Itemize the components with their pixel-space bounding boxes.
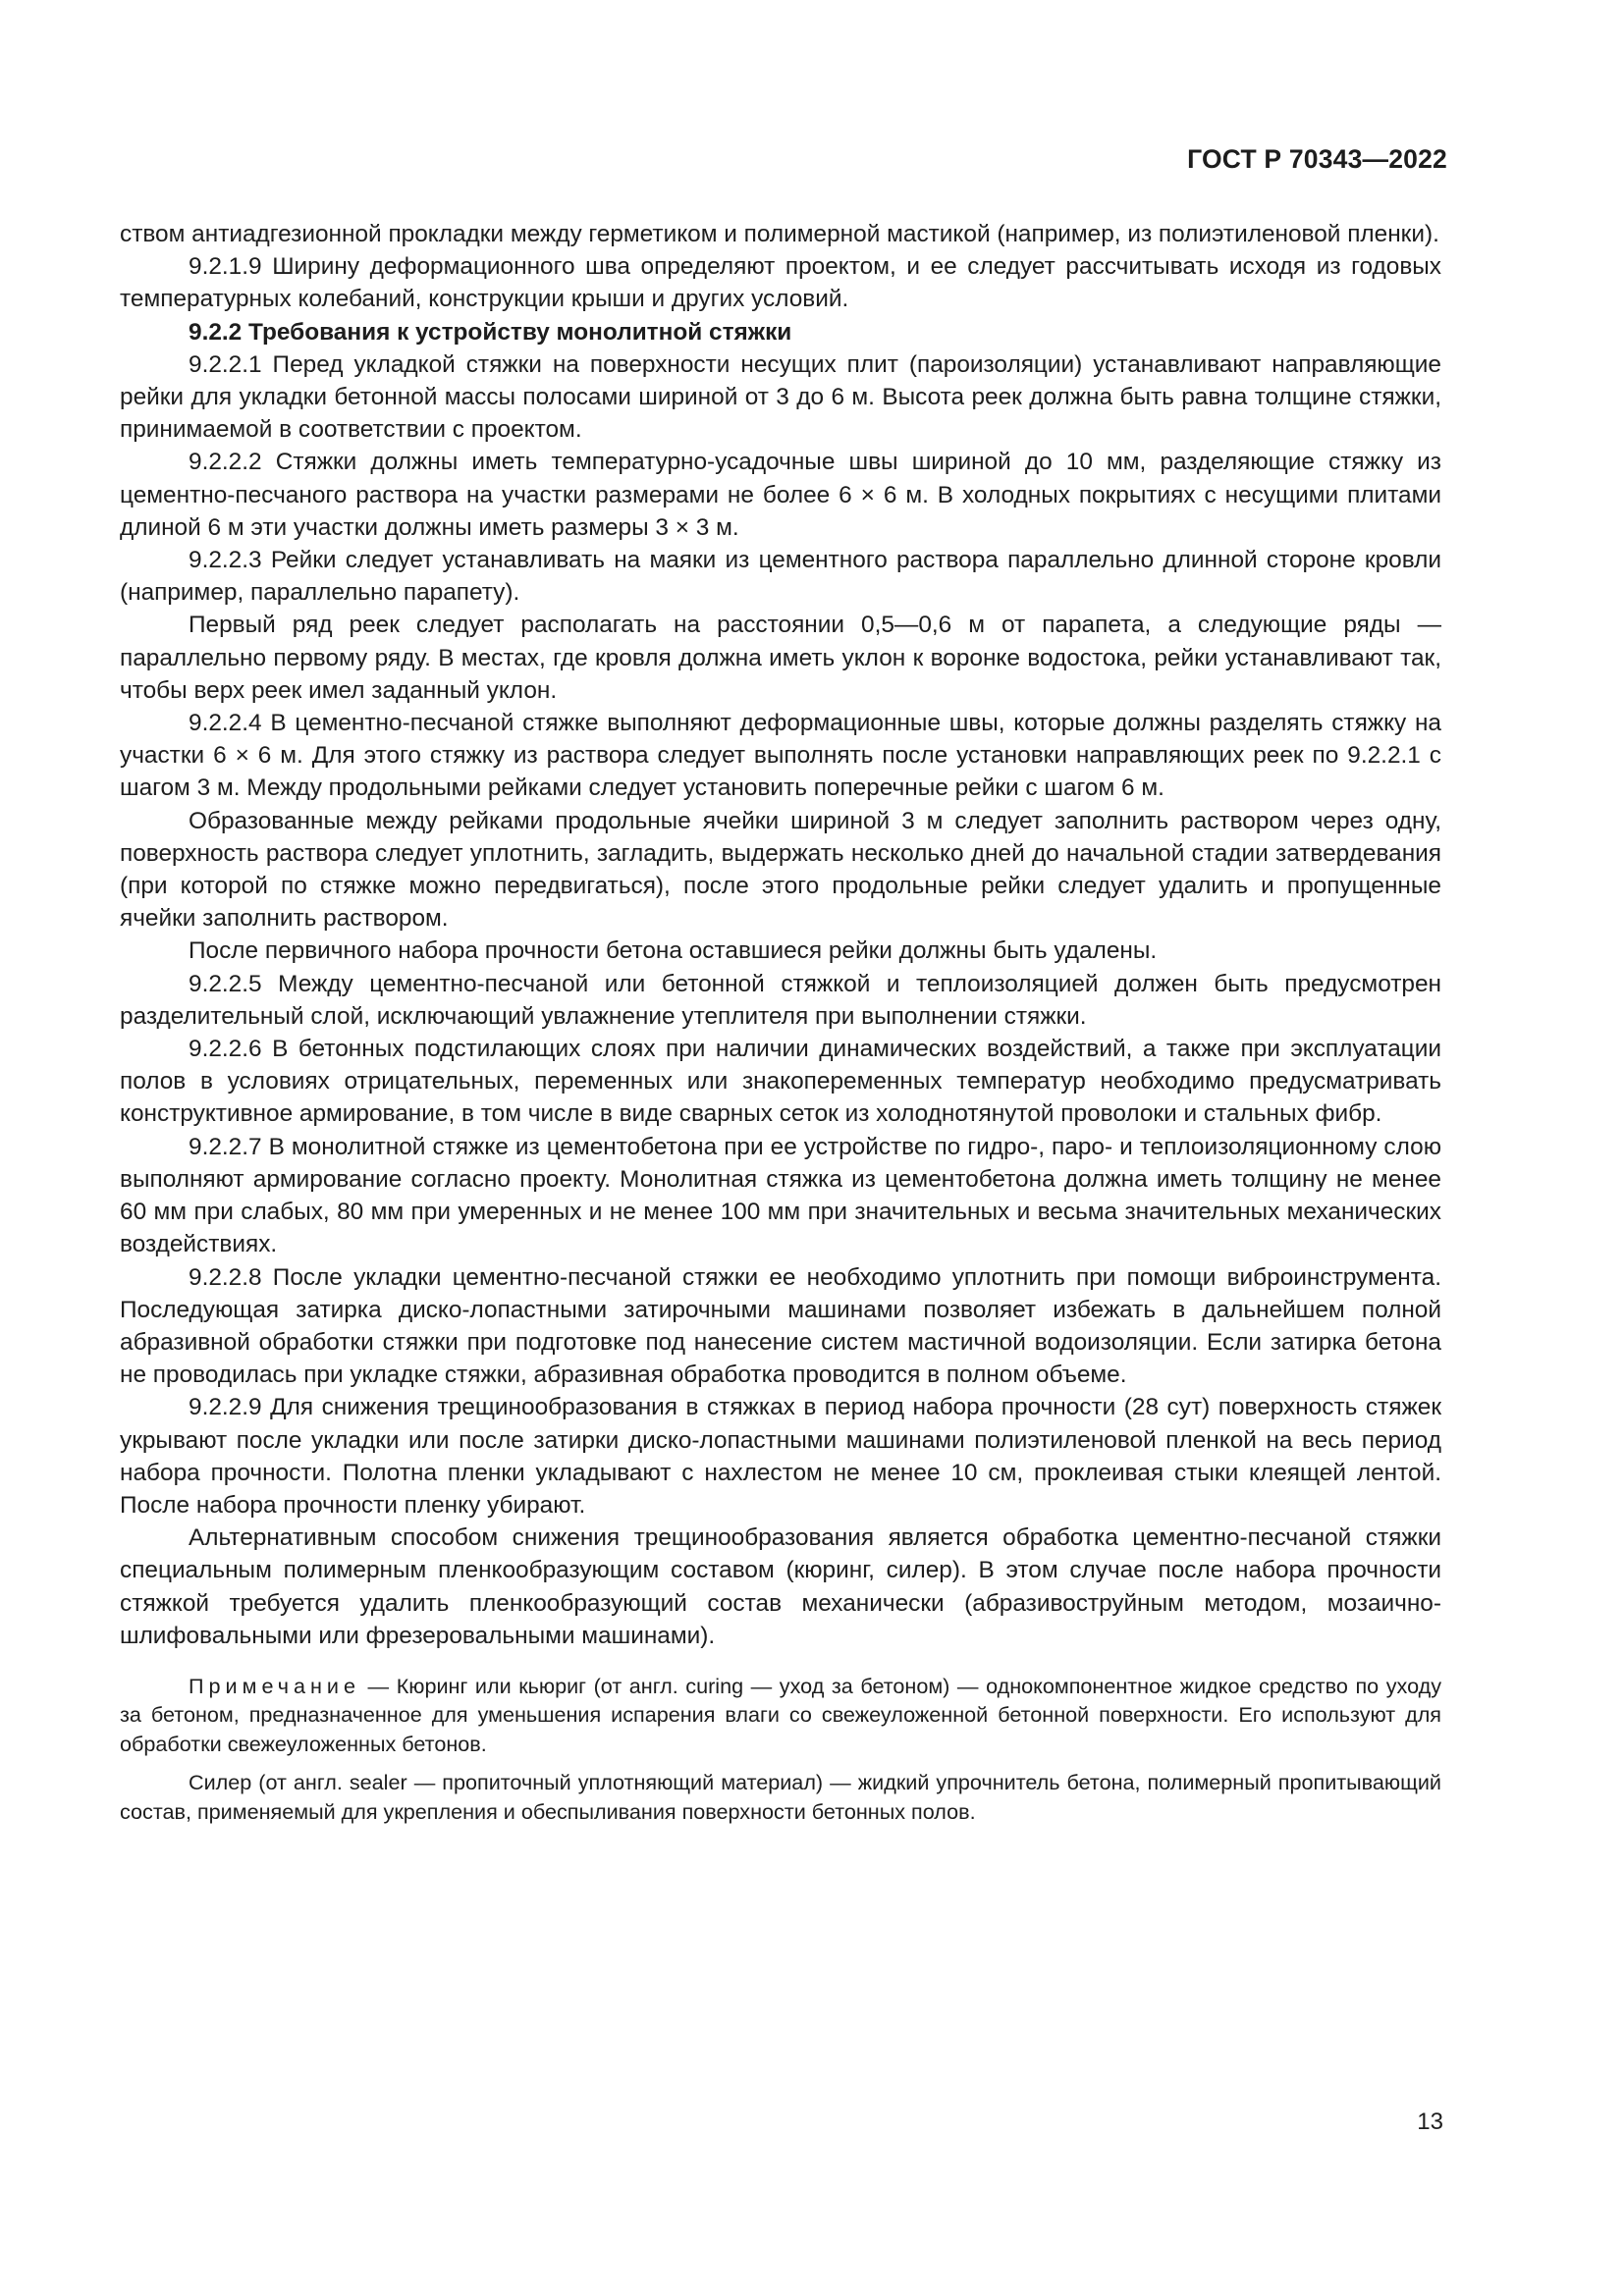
note-label: Примечание bbox=[189, 1673, 360, 1698]
paragraph: 9.2.2.7 В монолитной стяжке из цементобетона при ее устройстве по гидро-, паро- и теплоизоляционному слою выполняют армирование согласно проекту. Монолитная стяжка из цементобетона должна иметь толщину не менее 60 мм при слабых, 80 мм при умеренных и не менее 100 мм при значительных и весьма значительных механических воздействиях. bbox=[120, 1133, 1441, 1258]
paragraph: 9.2.2.4 В цементно-песчаной стяжке выполняют деформационные швы, которые должны разделять стяжку на участки 6 × 6 м. Для этого стяжку из раствора следует выполнять после установки направляющих реек по 9.2.2.1 с шагом 3 м. Между продольными рейками следует установить поперечные рейки с шагом 6 м. bbox=[120, 710, 1441, 802]
paragraph: 9.2.2.3 Рейки следует устанавливать на маяки из цементного раствора параллельно длинной стороне кровли (например, параллельно парапету). bbox=[120, 547, 1441, 607]
notes-block bbox=[120, 1672, 1441, 1827]
paragraph: Первый ряд реек следует располагать на расстоянии 0,5—0,6 м от парапета, а следующие ряды — параллельно первому ряду. В местах, где кровля должна иметь уклон к воронке водостока, рейки устанавливают так, чтобы верх реек имел заданный уклон. bbox=[120, 612, 1441, 704]
section-heading: 9.2.2 Требования к устройству монолитной стяжки bbox=[189, 318, 792, 346]
paragraph: 9.2.2.8 После укладки цементно-песчаной стяжки ее необходимо уплотнить при помощи виброинструмента. Последующая затирка диско-лопастными затирочными машинами позволяет избежать в дальнейшем полной абразивной обработки стяжки при подготовке под нанесение систем мастичной водоизоляции. Если затирка бетона не проводилась при укладке стяжки, абразивная обработка проводится в полном объеме. bbox=[120, 1263, 1441, 1389]
paragraph: 9.2.1.9 Ширину деформационного шва определяют проектом, и ее следует рассчитывать исходя из годовых температурных колебаний, конструкции крыши и других условий. bbox=[120, 253, 1441, 313]
paragraph: 9.2.2.6 В бетонных подстилающих слоях при наличии динамических воздействий, а также при эксплуатации полов в условиях отрицательных, переменных или знакопеременных температур необходимо предусматривать конструктивное армирование, в том числе в виде сварных сеток из холоднотянутой проволоки и стальных фибр. bbox=[120, 1036, 1441, 1128]
note-text: — Кюринг или кьюриг (от англ. curing — уход за бетоном) — однокомпонентное жидкое средство по уходу за бетоном, предназначенное для уменьшения испарения влаги со свежеуложенной бетонной поверхности. Его используют для обработки свежеуложенных бетонов. bbox=[120, 1673, 1441, 1756]
page-number: 13 bbox=[1417, 2109, 1443, 2135]
paragraph: После первичного набора прочности бетона оставшиеся рейки должны быть удалены. bbox=[189, 937, 1158, 965]
document-code-header: ГОСТ Р 70343—2022 bbox=[1187, 144, 1447, 174]
paragraph: 9.2.2.5 Между цементно-песчаной или бетонной стяжкой и теплоизоляцией должен быть предусмотрен разделительный слой, исключающий увлажнение утеплителя при выполнении стяжки. bbox=[120, 970, 1441, 1030]
note-sealer: Силер (от англ. sealer — пропиточный уплотняющий материал) — жидкий упрочнитель бетона, полимерный пропитывающий состав, применяемый для укрепления и обеспыливания поверхности бетонных полов. bbox=[120, 1770, 1441, 1824]
paragraph: 9.2.2.1 Перед укладкой стяжки на поверхности несущих плит (пароизоляции) устанавливают направляющие рейки для укладки бетонной массы полосами шириной от 3 до 6 м. Высота реек должна быть равна толщине стяжки, принимаемой в соответствии с проектом. bbox=[120, 350, 1441, 444]
note-curing bbox=[120, 1672, 1441, 1759]
paragraph: Альтернативным способом снижения трещинообразования является обработка цементно-песчаной стяжки специальным полимерным пленкообразующим составом (кюринг, силер). В этом случае после набора прочности стяжкой требуется удалить пленкообразующий состав механически (абразивоструйным методом, мозаично-шлифовальными или фрезеровальными машинами). bbox=[120, 1524, 1441, 1649]
paragraph: ством антиадгезионной прокладки между герметиком и полимерной мастикой (например, из полиэтиленовой пленки). bbox=[120, 221, 1439, 247]
paragraph: 9.2.2.2 Стяжки должны иметь температурно-усадочные швы шириной до 10 мм, разделяющие стяжку из цементно-песчаного раствора на участки размерами не более 6 × 6 м. В холодных покрытиях с несущими плитами длиной 6 м эти участки должны иметь размеры 3 × 3 м. bbox=[120, 449, 1441, 541]
paragraph: 9.2.2.9 Для снижения трещинообразования в стяжках в период набора прочности (28 сут) поверхность стяжек укрывают после укладки или после затирки диско-лопастными машинами полиэтиленовой пленкой на весь период набора прочности. Полотна пленки укладывают с нахлестом не менее 10 см, проклеивая стыки клеящей лентой. После набора прочности пленку убирают. bbox=[120, 1394, 1441, 1519]
paragraph: Образованные между рейками продольные ячейки шириной 3 м следует заполнить раствором через одну, поверхность раствора следует уплотнить, загладить, выдержать несколько дней до начальной стадии затвердевания (при которой по стяжке можно передвигаться), после этого продольные рейки следует удалить и пропущенные ячейки заполнить раствором. bbox=[120, 807, 1441, 933]
document-body bbox=[120, 218, 1441, 1836]
